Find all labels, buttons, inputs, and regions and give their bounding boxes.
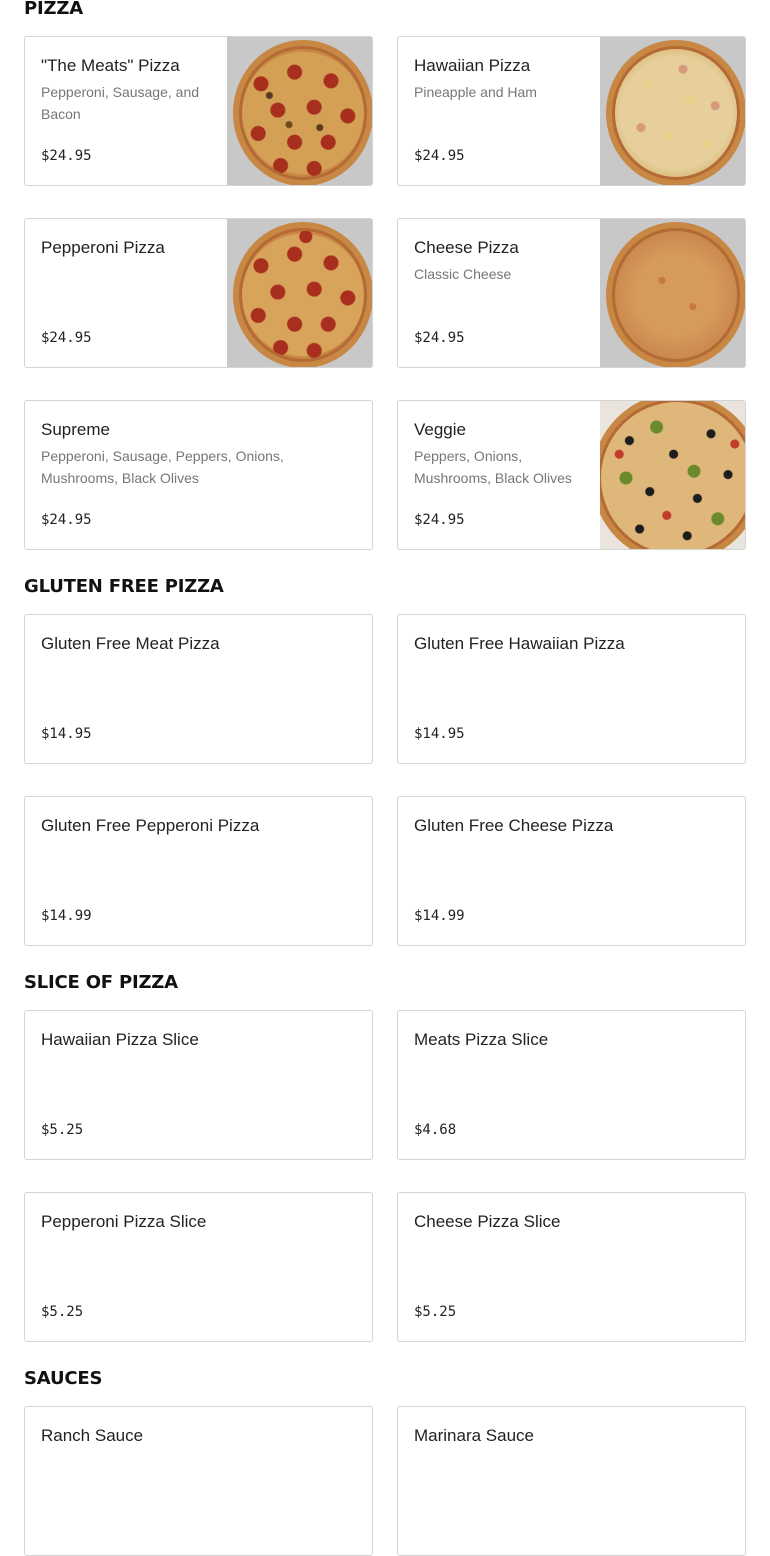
section-slice-of-pizza (24, 972, 746, 1342)
item-price: $5.25 (414, 1304, 457, 1320)
menu-item-card[interactable] (397, 614, 746, 764)
item-name: Gluten Free Hawaiian Pizza (414, 634, 625, 653)
item-name: "The Meats" Pizza (41, 56, 180, 75)
veggie-pizza-image (600, 401, 745, 550)
item-name: Hawaiian Pizza (414, 56, 531, 75)
item-price: $24.95 (414, 148, 465, 164)
menu-item-card[interactable] (24, 796, 373, 946)
menu-item-card[interactable] (397, 400, 746, 550)
section-gluten-free-pizza (24, 576, 746, 946)
menu-item-card[interactable] (24, 1192, 373, 1342)
item-name: Gluten Free Meat Pizza (41, 634, 220, 653)
section-title: GLUTEN FREE PIZZA (24, 576, 224, 597)
section-title: SLICE OF PIZZA (24, 972, 178, 993)
menu-item-card[interactable] (397, 36, 746, 186)
item-price: $24.95 (41, 330, 92, 346)
menu-item-card[interactable] (24, 400, 373, 550)
menu-item-card[interactable] (24, 1406, 373, 1556)
item-name: Gluten Free Cheese Pizza (414, 816, 614, 835)
menu-item-card[interactable] (397, 1192, 746, 1342)
item-name: Cheese Pizza Slice (414, 1212, 561, 1231)
section-title: SAUCES (24, 1368, 103, 1389)
item-name: Veggie (414, 420, 466, 439)
section-title: PIZZA (24, 0, 83, 19)
menu-item-card[interactable] (397, 1010, 746, 1160)
item-description: Classic Cheese (414, 266, 512, 282)
item-price: $4.68 (414, 1122, 457, 1138)
item-name: Pepperoni Pizza (41, 238, 165, 257)
item-name: Supreme (41, 420, 110, 439)
menu-item-card[interactable] (397, 1406, 746, 1556)
hawaiian-pizza-image (600, 37, 745, 186)
item-name: Pepperoni Pizza Slice (41, 1212, 207, 1231)
item-price: $5.25 (41, 1304, 84, 1320)
item-price: $24.95 (41, 148, 92, 164)
item-price: $14.99 (41, 908, 92, 924)
item-description: Peppers, Onions, Mushrooms, Black Olives (414, 448, 572, 486)
section-pizza (24, 0, 746, 550)
menu-item-card[interactable] (24, 1010, 373, 1160)
item-name: Ranch Sauce (41, 1426, 144, 1445)
menu-item-card[interactable] (397, 218, 746, 368)
item-price: $24.95 (41, 512, 92, 528)
section-sauces (24, 1368, 746, 1556)
item-description: Pineapple and Ham (414, 84, 537, 100)
item-name: Meats Pizza Slice (414, 1030, 549, 1049)
meats-pizza-image (227, 37, 372, 186)
menu-item-card[interactable] (24, 218, 373, 368)
menu-item-card[interactable] (397, 796, 746, 946)
item-price: $24.95 (414, 330, 465, 346)
item-description: Pepperoni, Sausage, and Bacon (41, 84, 200, 122)
item-price: $24.95 (414, 512, 465, 528)
item-price: $14.99 (414, 908, 465, 924)
item-price: $5.25 (41, 1122, 84, 1138)
pepperoni-pizza-image (227, 219, 372, 368)
item-description: Pepperoni, Sausage, Peppers, Onions, Mushrooms, Black Olives (41, 448, 284, 486)
cheese-pizza-image (600, 219, 745, 368)
item-name: Marinara Sauce (414, 1426, 535, 1445)
item-name: Gluten Free Pepperoni Pizza (41, 816, 260, 835)
menu-item-card[interactable] (24, 614, 373, 764)
menu-item-card[interactable] (24, 36, 373, 186)
item-price: $14.95 (41, 726, 92, 742)
item-price: $14.95 (414, 726, 465, 742)
item-name: Cheese Pizza (414, 238, 519, 257)
item-name: Hawaiian Pizza Slice (41, 1030, 199, 1049)
